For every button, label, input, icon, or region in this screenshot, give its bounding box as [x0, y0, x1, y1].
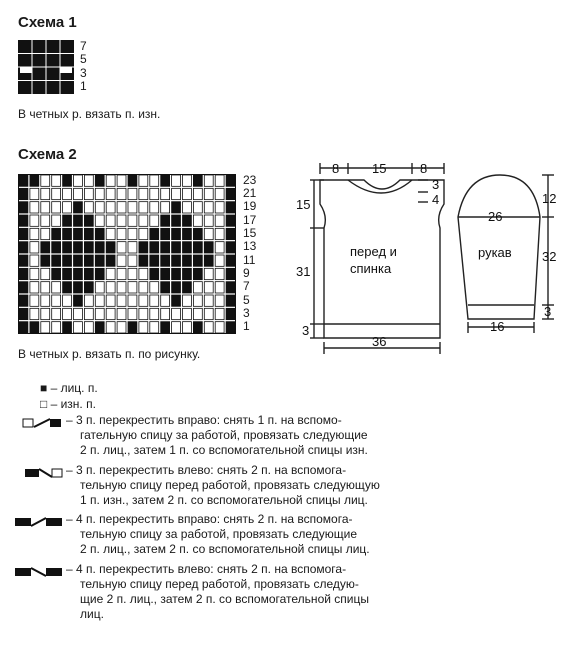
legend-cable3r-1: – 3 п. перекрестить вправо: снять 1 п. на вспомо-	[66, 413, 342, 427]
scheme2-row-3: 3	[243, 306, 250, 320]
scheme2-row-5: 5	[243, 293, 250, 307]
dim-rib: 3	[302, 323, 310, 338]
scheme2-row-7: 7	[243, 279, 250, 293]
scheme2-row-21: 21	[243, 186, 257, 200]
dim-neck-depth-2: 4	[432, 192, 440, 207]
front-label-2: спинка	[350, 261, 392, 276]
dim-armhole: 15	[296, 197, 311, 212]
legend-cable4l-1: – 4 п. перекрестить влево: снять 2 п. на вспомога-	[66, 562, 347, 576]
legend-cable4r-2: тельную спицу за работой, провязать следующие	[80, 527, 358, 541]
scheme2-grid	[18, 174, 236, 339]
legend-cable4l-3: щие 2 п. лиц., затем 2 п. со вспомогательной спицы	[80, 592, 369, 606]
scheme2-row-15: 15	[243, 226, 257, 240]
cable-3-right-icon	[22, 415, 62, 433]
scheme1-note: В четных р. вязать п. изн.	[18, 107, 161, 121]
scheme2-row-13: 13	[243, 239, 257, 253]
scheme2-row-23: 23	[243, 173, 257, 187]
dim-width: 36	[372, 334, 387, 349]
dim-neck: 15	[372, 161, 387, 176]
legend-cable3l-3: 1 п. изн., затем 2 п. со вспомогательной спицы лиц.	[80, 493, 368, 507]
cable-4-right-icon	[14, 514, 64, 532]
dim-body: 31	[296, 264, 311, 279]
legend-cable4r-1: – 4 п. перекрестить вправо: снять 2 п. на вспомога-	[66, 512, 353, 526]
scheme1-title: Схема 1	[18, 14, 77, 31]
scheme1-grid	[18, 40, 74, 99]
scheme2-row-11: 11	[243, 253, 256, 267]
legend-cable3r-2: гательную спицу за работой, провязать следующие	[80, 428, 368, 442]
legend-cable3r-3: 2 п. лиц., затем 1 п. со вспомогательной спицы изн.	[80, 443, 368, 457]
legend-cable4l-4: лиц.	[80, 607, 104, 621]
sleeve-dim-cap: 12	[542, 191, 557, 206]
legend-cable4l-2: тельную спицу перед работой, провязать следую-	[80, 577, 359, 591]
scheme2-row-19: 19	[243, 199, 257, 213]
sleeve-label: рукав	[478, 245, 512, 260]
sleeve-dim-length: 32	[542, 249, 557, 264]
sleeve-schematic	[448, 165, 563, 350]
scheme1-row-5: 5	[80, 52, 87, 66]
cable-4-left-icon	[14, 564, 64, 582]
legend-cable4r-3: 2 п. лиц., затем 2 п. со вспомогательной спицы лиц.	[80, 542, 370, 556]
legend-purl: □ – изн. п.	[40, 397, 96, 411]
scheme2-row-17: 17	[243, 213, 257, 227]
dim-shoulder-right: 8	[420, 161, 428, 176]
cable-3-left-icon	[24, 465, 64, 483]
scheme2-row-1: 1	[243, 319, 250, 333]
dim-neck-depth-1: 3	[432, 177, 440, 192]
front-label-1: перед и	[350, 244, 397, 259]
sleeve-dim-cuff: 16	[490, 319, 505, 334]
sleeve-dim-top: 26	[488, 209, 503, 224]
legend-knit: ■ – лиц. п.	[40, 381, 98, 395]
dim-shoulder-left: 8	[332, 161, 340, 176]
scheme2-note: В четных р. вязать п. по рисунку.	[18, 347, 201, 361]
legend-cable3l-1: – 3 п. перекрестить влево: снять 2 п. на вспомога-	[66, 463, 347, 477]
front-outline	[320, 180, 444, 338]
scheme2-title: Схема 2	[18, 146, 77, 163]
scheme1-row-7: 7	[80, 39, 87, 53]
scheme1-row-1: 1	[80, 79, 87, 93]
scheme1-row-3: 3	[80, 66, 87, 80]
front-back-schematic	[292, 158, 452, 363]
sleeve-dim-rib: 3	[544, 304, 552, 319]
scheme2-row-9: 9	[243, 266, 250, 280]
legend-cable3l-2: тельную спицу перед работой, провязать следующую	[80, 478, 380, 492]
